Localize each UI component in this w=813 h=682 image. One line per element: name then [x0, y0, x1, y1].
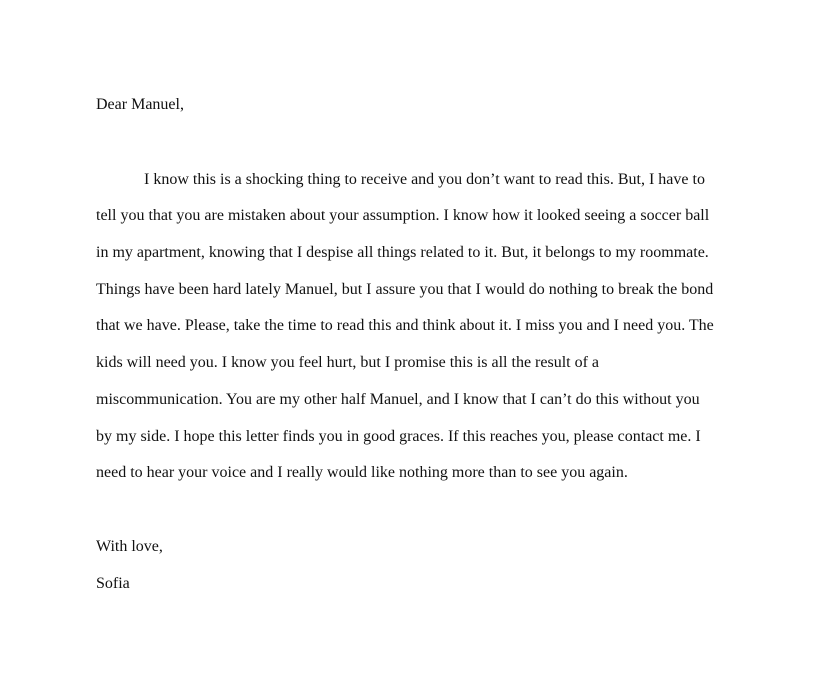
body-line: miscommunication. You are my other half Manuel, and I know that I can’t do this without you	[96, 391, 700, 408]
body-line: that we have. Please, take the time to read this and think about it. I miss you and I need you. The	[96, 317, 714, 334]
body-line: I know this is a shocking thing to receive and you don’t want to read this. But, I have to	[144, 171, 705, 188]
body-line: tell you that you are mistaken about your assumption. I know how it looked seeing a soccer ball	[96, 207, 710, 224]
closing: With love,	[96, 538, 163, 555]
body-line: in my apartment, knowing that I despise all things related to it. But, it belongs to my roommate.	[96, 244, 709, 261]
body-line: by my side. I hope this letter finds you in good graces. If this reaches you, please contact me. I	[96, 428, 701, 445]
body-line: need to hear your voice and I really would like nothing more than to see you again.	[96, 464, 628, 481]
salutation: Dear Manuel,	[96, 96, 184, 113]
body-line: kids will need you. I know you feel hurt, but I promise this is all the result of a	[96, 354, 600, 371]
body-line: Things have been hard lately Manuel, but I assure you that I would do nothing to break the bond	[96, 281, 714, 298]
signature: Sofia	[96, 575, 130, 592]
